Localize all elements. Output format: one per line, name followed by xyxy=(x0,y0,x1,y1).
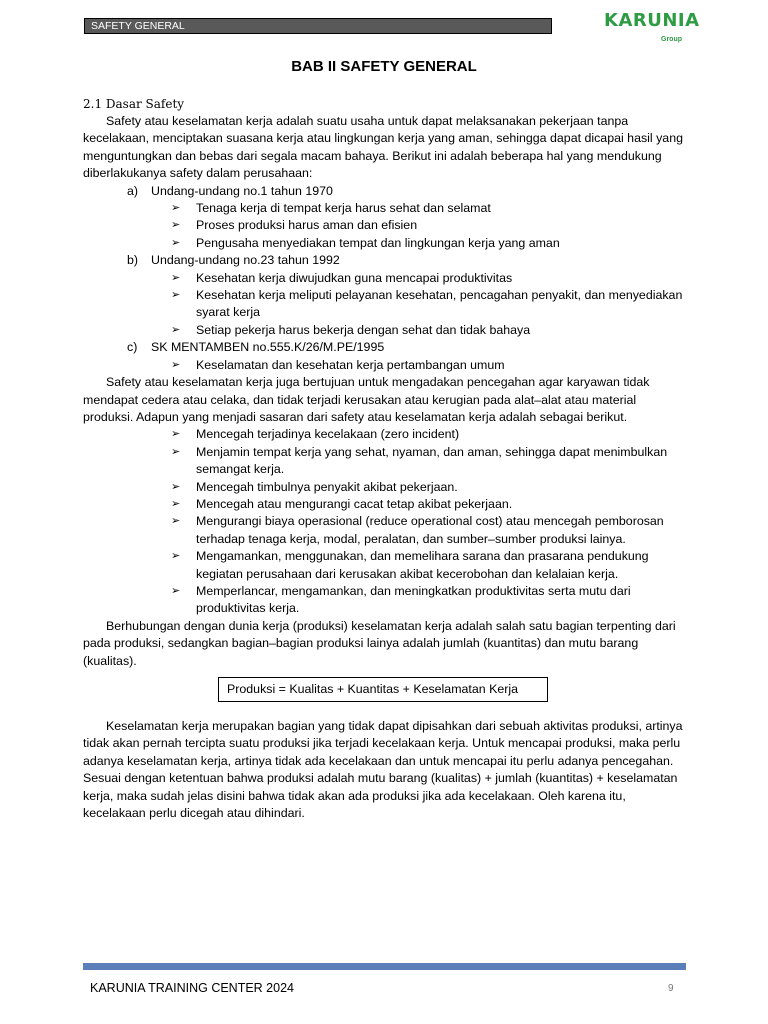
bullet-item xyxy=(83,217,687,234)
law-item xyxy=(83,183,687,200)
bullet-text: Setiap pekerja harus bekerja dengan sehat dan tidak bahaya xyxy=(196,322,531,337)
bullet-text: Proses produksi harus aman dan efisien xyxy=(196,218,418,233)
bullet-text: Mencegah terjadinya kecelakaan (zero incident) xyxy=(196,427,460,442)
footer-text: KARUNIA TRAINING CENTER 2024 xyxy=(90,981,294,995)
document-body xyxy=(83,95,687,822)
arrow-bullet-icon: ➢ xyxy=(171,550,181,563)
header-label: SAFETY GENERAL xyxy=(91,20,185,32)
arrow-bullet-icon: ➢ xyxy=(171,271,181,284)
bullet-item xyxy=(83,235,687,252)
bullet-item xyxy=(83,513,687,548)
law-title: Undang-undang no.23 tahun 1992 xyxy=(151,253,340,268)
arrow-bullet-icon: ➢ xyxy=(171,358,181,371)
footer-divider xyxy=(83,963,686,970)
bullet-text: Memperlancar, mengamankan, dan meningkatkan produktivitas serta mutu dari produktivitas kerja. xyxy=(196,583,631,616)
law-item xyxy=(83,339,687,356)
header-bar xyxy=(84,18,552,34)
bullet-item xyxy=(83,287,687,322)
closing-paragraph: Keselamatan kerja merupakan bagian yang tidak dapat dipisahkan dari sebuah aktivitas produksi, artinya tidak akan pernah tercipta suatu produksi jika terjadi kecelakaan kerja. Untuk mencapai produksi, maka perlu adanya keselamatan kerja, artinya tidak ada kecelakaan dan untuk mencapai itu perlu adanya pencegahan. Sesuai dengan ketentuan bahwa produksi adalah mutu barang (kualitas) + jumlah (kuantitas) + keselamatan kerja, maka sudah jelas disini bahwa tidak akan ada produksi jika ada kecelakaan. Oleh karena itu, kecelakaan perlu dicegah atau dihindari. xyxy=(83,719,683,821)
section-heading: 2.1 Dasar Safety xyxy=(83,97,185,111)
law-title: Undang-undang no.1 tahun 1970 xyxy=(151,183,333,198)
bullet-text: Mencegah timbulnya penyakit akibat pekerjaan. xyxy=(196,479,458,494)
page-number: 9 xyxy=(668,983,674,994)
logo-name: KARUNIA xyxy=(604,10,700,31)
intro-paragraph: Safety atau keselamatan kerja adalah suatu usaha untuk dapat melaksanakan pekerjaan tanpa kecelakaan, menciptakan suasana kerja atau lingkungan kerja yang aman, sehingga dapat dicapai hasil yang menguntungkan dan bebas dari segala macam bahaya. Berikut ini adalah beberapa hal yang mendukung diberlakukanya safety dalam perusahaan: xyxy=(83,114,683,181)
bullet-text: Pengusaha menyediakan tempat dan lingkungan kerja yang aman xyxy=(196,235,560,250)
bullet-text: Mengurangi biaya operasional (reduce operational cost) atau mencegah pemborosan terhadap tenaga kerja, modal, peralatan, dan sumber–sumber produksi lainya. xyxy=(196,514,664,546)
arrow-bullet-icon: ➢ xyxy=(171,480,181,493)
law-item xyxy=(83,252,687,269)
bullet-text: Mengamankan, menggunakan, dan memelihara sarana dan prasarana pendukung kegiatan perusahaan dari kerusakan akibat kecerobohan dan kelalaian kerja. xyxy=(196,549,649,581)
law-list xyxy=(83,183,687,374)
arrow-bullet-icon: ➢ xyxy=(171,428,181,441)
bullet-text: Mencegah atau mengurangi cacat tetap akibat pekerjaan. xyxy=(196,496,513,511)
bullet-text: Keselamatan dan kesehatan kerja pertambangan umum xyxy=(196,357,505,372)
bullet-item xyxy=(83,583,687,618)
arrow-bullet-icon: ➢ xyxy=(171,515,181,528)
bullet-item xyxy=(83,322,687,339)
law-label: c) xyxy=(127,340,138,355)
bullet-text: Menjamin tempat kerja yang sehat, nyaman, dan aman, sehingga dapat menimbulkan semangat kerja. xyxy=(196,444,668,477)
law-label: b) xyxy=(127,253,139,268)
arrow-bullet-icon: ➢ xyxy=(171,236,181,249)
arrow-bullet-icon: ➢ xyxy=(171,202,181,215)
arrow-bullet-icon: ➢ xyxy=(171,584,181,597)
bullet-item xyxy=(83,270,687,287)
bullet-text: Tenaga kerja di tempat kerja harus sehat dan selamat xyxy=(196,201,491,216)
company-logo xyxy=(604,10,700,46)
bullet-item xyxy=(83,479,687,496)
arrow-bullet-icon: ➢ xyxy=(171,289,181,302)
bullet-text: Kesehatan kerja meliputi pelayanan kesehatan, pencagahan penyakit, dan menyediakan syarat kerja xyxy=(196,288,683,320)
formula-box: Produksi = Kualitas + Kuantitas + Keselamatan Kerja xyxy=(218,677,548,702)
bullet-item xyxy=(83,200,687,217)
bullet-item xyxy=(83,426,687,443)
chapter-title: BAB II SAFETY GENERAL xyxy=(291,58,477,75)
bullet-item xyxy=(83,548,687,583)
logo-sub: Group xyxy=(661,36,682,43)
law-title: SK MENTAMBEN no.555.K/26/M.PE/1995 xyxy=(151,340,385,355)
arrow-bullet-icon: ➢ xyxy=(171,219,181,232)
arrow-bullet-icon: ➢ xyxy=(171,323,181,336)
bullet-item xyxy=(83,496,687,513)
law-label: a) xyxy=(127,183,139,198)
arrow-bullet-icon: ➢ xyxy=(171,445,181,458)
purpose-list xyxy=(83,426,687,617)
arrow-bullet-icon: ➢ xyxy=(171,497,181,510)
bullet-item xyxy=(83,444,687,479)
bullet-text: Kesehatan kerja diwujudkan guna mencapai produktivitas xyxy=(196,270,513,285)
purpose-paragraph: Safety atau keselamatan kerja juga bertujuan untuk mengadakan pencegahan agar karyawan tidak mendapat cedera atau celaka, dan tidak terjadi kerusakan atau kerugian pada alat–alat atau material produksi. Adapun yang menjadi sasaran dari safety atau keselamatan kerja adalah sebagai berikut. xyxy=(83,375,650,424)
production-paragraph: Berhubungan dengan dunia kerja (produksi) keselamatan kerja adalah salah satu bagian terpenting dari pada produksi, sedangkan bagian–bagian produksi lainya adalah jumlah (kuantitas) dan mutu barang (kualitas). xyxy=(83,618,676,668)
bullet-item xyxy=(83,357,687,374)
